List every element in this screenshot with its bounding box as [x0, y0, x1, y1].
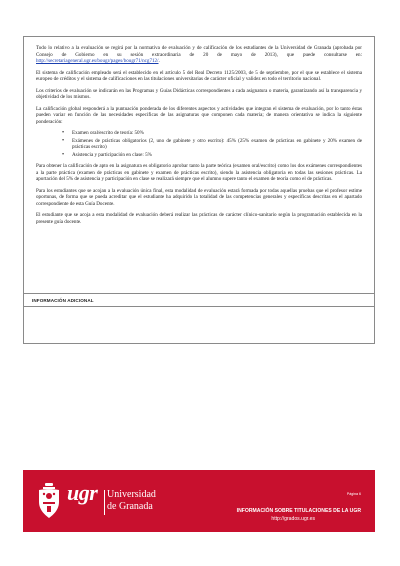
paragraph-calificacion-global: La calificación global responderá a la puntuación ponderada de los diferentes aspectos y actividades que integran el sistema de evaluación, por lo tanto éstas pueden variar en función de las necesidades específicas de las asignaturas que componen cada materia; de manera orientativa se indica la siguiente ponderación:	[36, 105, 362, 125]
titulaciones-info: INFORMACIÓN SOBRE TITULACIONES DE LA UGR	[236, 508, 361, 514]
evaluation-content	[24, 37, 374, 294]
university-name: Universidad de Granada	[107, 489, 156, 512]
paragraph-normativa: Todo lo relativo a la evaluación se regirá por la normativa de evaluación y de calificación de los estudiantes de la Universidad de Granada (aprobada por Consejo de Gobierno en su sesión extraordinaria de 20 de mayo de 2013), que puede consultarse en: http://secretariageneral.ugr.es/bougr/pages/bougr71/ncg712/.	[36, 45, 362, 64]
evaluation-table	[23, 36, 375, 344]
paragraph-evaluacion-unica: Para los estudiantes que se acojan a la evaluación única final, esta modalidad de evaluación estará formada por todas aquellas pruebas que el profesor estime oportunas, de forma que se pueda acreditar que el estudiante ha adquirido la totalidad de las competencias generales y específicas descritas en el apartado correspondiente de esta Guía Docente.	[36, 187, 362, 207]
logo-separator	[104, 490, 105, 515]
paragraph-sistema-calificacion: El sistema de calificación empleado será el establecido en el artículo 5 del Real Decreto 1125/2003, de 5 de septiembre, por el que se establece el sistema europeo de créditos y el sistema de calificaciones en las titulaciones universitarias de carácter oficial y validez en todo el territorio nacional.	[36, 69, 362, 82]
info-adicional-body	[24, 307, 374, 343]
grados-url[interactable]: http://grados.ugr.es	[271, 516, 315, 522]
list-item: • Exámenes de prácticas obligatorios (2, uno de gabinete y otro escrito): 45% (25% examen de prácticas en gabinete y 20% examen de prácticas escrito)	[72, 138, 362, 151]
paragraph-practicas: El estudiante que se acoja a esta modalidad de evaluación deberá realizar las prácticas de carácter clínico-sanitario según la programación establecida en la presente guía docente.	[36, 212, 362, 225]
footer-banner	[23, 470, 375, 532]
normativa-link[interactable]: http://secretariageneral.ugr.es/bougr/pages/bougr71/ncg712/	[36, 58, 159, 64]
list-item: • Asistencia y participación en clase: 5%	[72, 152, 362, 159]
ugr-crest-icon	[35, 482, 63, 520]
info-adicional-header: INFORMACIÓN ADICIONAL	[24, 294, 374, 307]
paragraph-apto: Para obtener la calificación de apto en la asignatura es obligatorio aprobar tanto la parte teórica (examen oral/escrito) como los dos exámenes correspondientes a la parte práctica (examen de prácticas en gabinete y examen de prácticas escrito), siendo la asistencia obligatoria en todas las sesiones prácticas. La aportación del 5% de asistencia y participación en clase se realizará siempre que el alumno supere tanto el examen de teoría como el de prácticas.	[36, 163, 362, 182]
list-item: • Examen oral/escrito de teoría: 50%	[72, 130, 362, 137]
ugr-logo-text: ugr	[67, 480, 98, 505]
ponderacion-list	[36, 130, 362, 158]
paragraph-criterios: Los criterios de evaluación se indicarán en las Programas y Guías Didácticas correspondientes a cada asignatura o materia, garantizando así la transparencia y objetividad de los mismos.	[36, 87, 362, 100]
page-number: Página 6	[346, 492, 361, 496]
